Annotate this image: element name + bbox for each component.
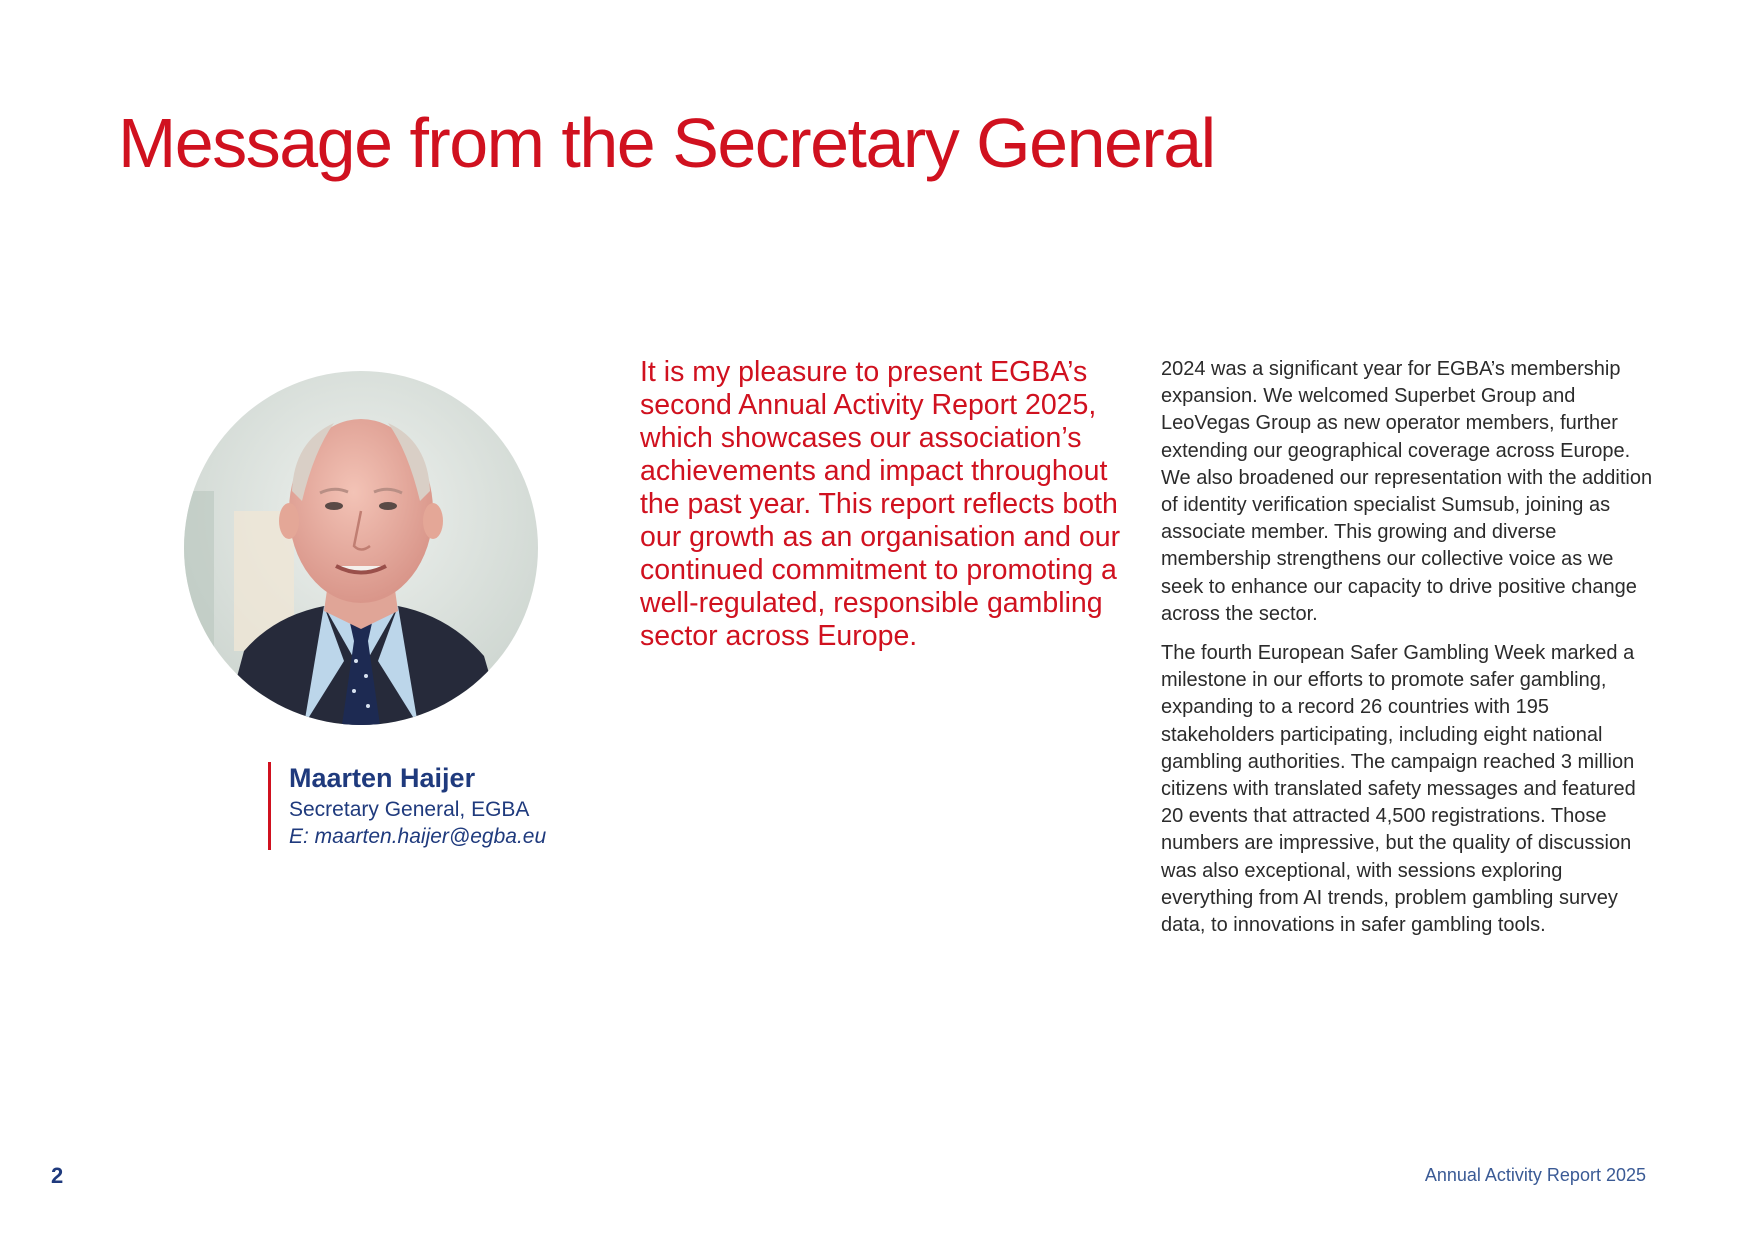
page-number: 2: [51, 1163, 64, 1188]
body-paragraph: The fourth European Safer Gambling Week marked a milestone in our efforts to promote safer gambling, expanding to a record 26 countries with 195 stakeholders participating, including eight national gambling authorities. The campaign reached 3 million citizens with translated safety messages and featured 20 events that attracted 4,500 registrations. Those numbers are impressive, but the quality of discussion was also exceptional, with sessions exploring everything from AI trends, problem gambling survey data, to innovations in safer gambling tools.: [1161, 642, 1636, 937]
intro-quote: It is my pleasure to present EGBA’s second Annual Activity Report 2025, which showcases our association’s achievements and impact throughout the past year. This report reflects both our growth as an organisation and our continued commitment to promoting a well-regulated, responsible gambling sector across Europe.: [640, 356, 1121, 652]
author-name: Maarten Haijer: [289, 763, 476, 793]
page-title: Message from the Secretary General: [118, 104, 1215, 182]
author-email[interactable]: E: maarten.haijer@egba.eu: [289, 825, 547, 848]
footer-report-title: Annual Activity Report 2025: [1424, 1165, 1646, 1185]
portrait-photo: [184, 371, 538, 725]
author-role: Secretary General, EGBA: [289, 798, 530, 821]
body-paragraph: 2024 was a significant year for EGBA’s membership expansion. We welcomed Superbet Group and LeoVegas Group as new operator members, further extending our geographical coverage across Europe. We also broadened our representation with the addition of identity verification specialist Sumsub, joining as associate member. This growing and diverse membership strengthens our collective voice as we seek to enhance our capacity to drive positive change across the sector.: [1161, 358, 1653, 625]
body-text: [1161, 356, 1655, 951]
author-signature: [268, 762, 546, 850]
